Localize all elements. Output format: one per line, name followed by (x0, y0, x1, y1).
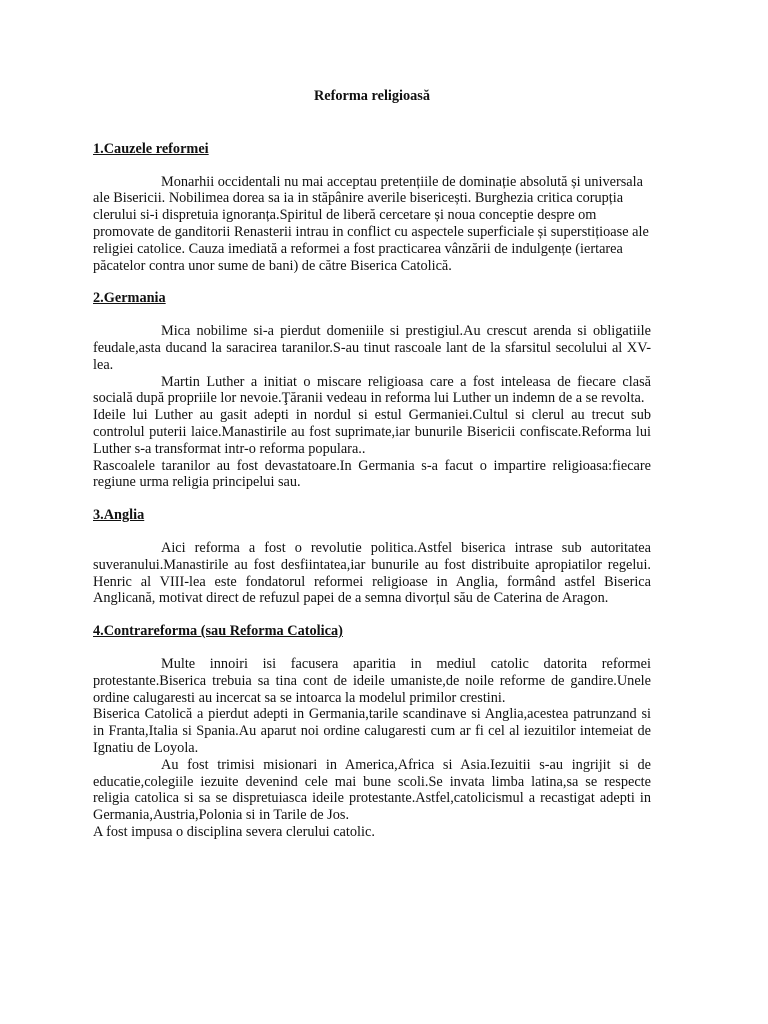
paragraph: Monarhii occidentali nu mai acceptau pretențiile de dominație absolută și universala ale Bisericii. Nobilimea dorea sa ia in stăpânire averile bisericești. Burghezia critica corupția clerului si-i dispretuia ignoranța.Spiritul de liberă cercetare și noua conceptie despre om promovate de ganditorii Renasterii intrau in conflict cu aspectele superficiale și superstițioase ale religiei catolice. Cauza imediată a reformei a fost practicarea vânzării de indulgențe (iertarea păcatelor contra unor sume de bani) de către Biserica Catolică. (93, 173, 649, 274)
paragraph: Martin Luther a initiat o miscare religioasa care a fost inteleasa de fiecare clasă socială după propriile lor nevoie.Ţăranii vedeau in reforma lui Luther un indemn de a se revolta. (93, 373, 651, 407)
section-contrareforma (93, 623, 651, 841)
section-heading: 1.Cauzele reformei (93, 140, 209, 157)
paragraph: Multe innoiri isi facusera aparitia in mediul catolic datorita reformei protestante.Biserica trebuia sa tina cont de ideile umaniste,de noile reforme de gandire.Unele ordine calugaresti au incercat sa se intoarca la modelul primilor crestini. (93, 655, 651, 706)
section-heading: 4.Contrareforma (sau Reforma Catolica) (93, 623, 343, 640)
section-causes (93, 141, 651, 275)
section-anglia (93, 507, 651, 607)
section-heading: 2.Germania (93, 290, 166, 307)
paragraph: A fost impusa o disciplina severa clerului catolic. (93, 823, 375, 840)
paragraph: Aici reforma a fost o revolutie politica.Astfel biserica intrase sub autoritatea suveranului.Manastirile au fost desfiintatea,iar bunurile au fost distribuite apropiatilor regelui. Henric al VIII-lea este fondatorul reformei religioase in Anglia, formând astfel Biserica Anglicană, motivat direct de refuzul papei de a semna divorțul său de Caterina de Aragon. (93, 539, 651, 607)
document-title: Reforma religioasă (313, 88, 431, 104)
section-germania (93, 290, 651, 491)
paragraph: Ideile lui Luther au gasit adepti in nordul si estul Germaniei.Cultul si clerul au trecut sub controlul puterii laice.Manastirile au fost suprimate,iar bunurile Bisericii confiscate.Reforma lui Luther s-a transformat intr-o reforma populara.. (93, 407, 651, 457)
paragraph: Au fost trimisi misionari in America,Africa si Asia.Iezuitii s-au ingrijit si de educatie,colegiile iezuite devenind cele mai bune scoli.Se invata limba latina,sa se respecte religia catolica si sa se dispretuiasca ideile protestante.Astfel,catolicismul a recastigat adepti in Germania,Austria,Polonia si in Tarile de Jos. (93, 756, 651, 824)
paragraph: Rascoalele taranilor au fost devastatoare.In Germania s-a facut o impartire religioasa:fiecare regiune urma religia principelui sau. (93, 457, 651, 491)
paragraph: Mica nobilime si-a pierdut domeniile si prestigiul.Au crescut arenda si obligatiile feudale,asta ducand la saracirea taranilor.S-au tinut rascoale lant de la sfarsitul secolului al XV-lea. (93, 323, 651, 373)
section-heading: 3.Anglia (93, 507, 145, 524)
paragraph: Biserica Catolică a pierdut adepti in Germania,tarile scandinave si Anglia,acestea patrunzand si in Franta,Italia si Spania.Au aparut noi ordine calugaresti cum ar fi cel al iezuitilor intemeiat de Ignatiu de Loyola. (93, 706, 651, 756)
